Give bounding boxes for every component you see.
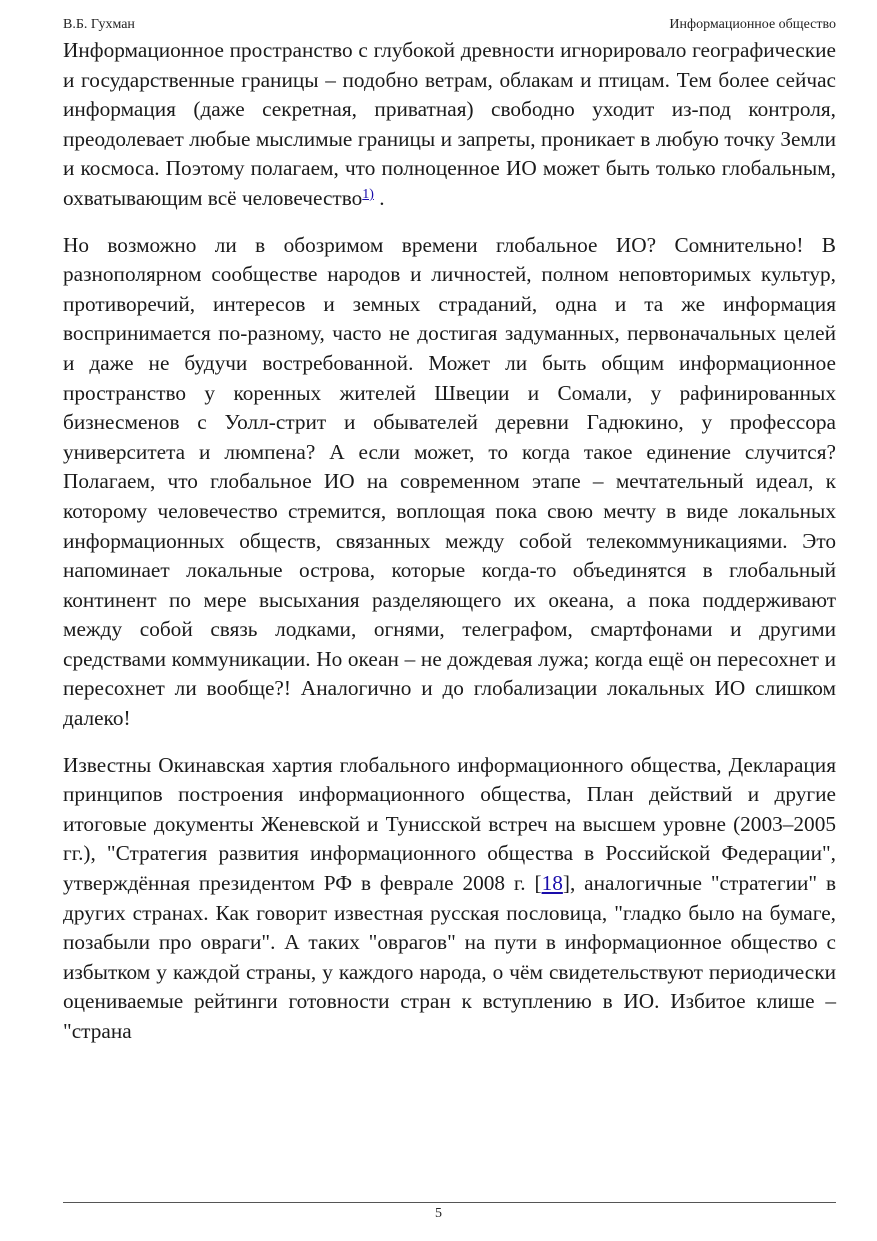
paragraph-1 [63,36,836,214]
paragraph-1-text: Информационное пространство с глубокой древности игнорировало географические и государственные границы – подобно ветрам, облакам и птицам. Тем более сейчас информация (даже секретная, приватная) свободно уходит из-под контроля, преодолевает любые мыслимые границы и запреты, проникает в любую точку Земли и космоса. Поэтому полагаем, что полноценное ИО может быть только глобальным, охватывающим всё человечество [63,38,836,210]
paragraph-3-text-after: ], аналогичные "стратегии" в других странах. Как говорит известная русская пословица, "гладко было на бумаге, позабыли про овраги". А таких "оврагов" на пути в информационное общество с избытком у каждой страны, у каждого народа, о чём свидетельствуют периодически оцениваемые рейтинги готовности стран к вступлению в ИО. Избитое клише – "страна [63,871,836,1043]
header-author: В.Б. Гухман [63,17,135,32]
footnote-link[interactable]: 1) [362,186,374,202]
paragraph-3-text-before: Известны Окинавская хартия глобального информационного общества, Декларация принципов построения информационного общества, План действий и другие итоговые документы Женевской и Тунисской встреч на высшем уровне (2003–2005 гг.), "Стратегия развития информационного общества в Российской Федерации", утверждённая президентом РФ в феврале 2008 г. [ [63,752,836,896]
page-number: 5 [435,1206,442,1221]
running-header [63,14,836,36]
citation-link[interactable]: 18 [541,871,563,896]
body-text [63,36,836,1047]
footer-divider [63,1202,836,1203]
header-title: Информационное общество [669,17,836,32]
paragraph-1-tail: . [373,185,385,210]
paragraph-3 [63,751,836,1047]
paragraph-2: Но возможно ли в обозримом времени глобальное ИО? Сомнительно! В разнополярном сообществе народов и личностей, полном неповторимых культур, противоречий, интересов и земных страданий, одна и та же информация воспринимается по-разному, часто не достигая задуманных, первоначальных целей и даже не будучи востребованной. Может ли быть общим информационное пространство у коренных жителей Швеции и Сомали, у рафинированных бизнесменов с Уолл-стрит и обывателей деревни Гадюкино, у профессора университета и люмпена? А если может, то когда такое единение случится? Полагаем, что глобальное ИО на современном этапе – мечтательный идеал, к которому человечество стремится, воплощая пока свою мечту в виде локальных информационных обществ, связанных между собой телекоммуникациями. Это напоминает локальные острова, которые когда-то объединятся в глобальный континент по мере высыхания разделяющего их океана, а пока поддерживают между собой связь лодками, огнями, телеграфом, смартфонами и другими средствами коммуникации. Но океан – не дождевая лужа; когда ещё он пересохнет и пересохнет ли вообще?! Аналогично и до глобализации локальных ИО слишком далеко! [63,232,836,731]
